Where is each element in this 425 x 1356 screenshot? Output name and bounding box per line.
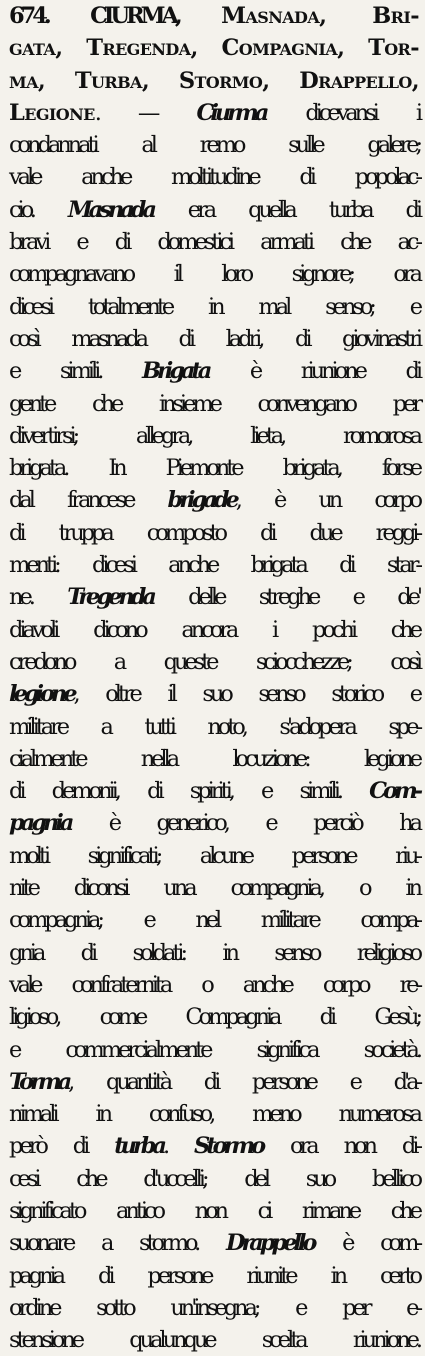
italic-term: turba xyxy=(114,1133,163,1160)
text-line xyxy=(9,743,419,775)
headword: CIURMA, xyxy=(90,3,222,29)
entry-text: bravi e di domestici armati che ac- xyxy=(9,229,419,256)
text-line xyxy=(9,1130,419,1162)
entry-text: , è un corpo xyxy=(235,487,419,514)
entry-text: . xyxy=(162,1133,195,1160)
text-line xyxy=(9,452,419,484)
text-line xyxy=(9,420,419,452)
text-line xyxy=(9,807,419,839)
entry-text: e commercialmente significa società. xyxy=(9,1036,419,1063)
entry-text: cio. xyxy=(9,196,68,223)
entry-text: di truppa composto di due reggi- xyxy=(9,519,419,546)
entry-text: è generico, e perciò ha xyxy=(70,810,419,837)
text-line xyxy=(9,97,419,129)
entry-text: suonare a stormo. xyxy=(9,1230,226,1257)
entry-text: così masnada di ladri, di giovinastri xyxy=(9,325,419,352)
entry-text: è riunione di xyxy=(208,358,419,385)
entry-text: nimali in confuso, meno numerosa xyxy=(9,1101,419,1128)
entry-text: credono a queste sciocchezze; così xyxy=(9,648,419,675)
italic-term: Tregenda xyxy=(67,584,153,611)
text-line xyxy=(9,937,419,969)
entry-text: , oltre il suo senso storico e xyxy=(73,681,419,708)
text-line xyxy=(9,194,419,226)
text-line xyxy=(9,549,419,581)
entry-text: compagnavano il loro signore; ora xyxy=(9,261,419,288)
entry-text: di demonii, di spiriti, e simili. xyxy=(9,778,370,805)
synonym-headword: Masnada, Bri- xyxy=(221,3,419,29)
entry-text: dicevansi i xyxy=(265,99,419,126)
entry-text: brigata. In Piemonte brigata, forse xyxy=(9,455,419,482)
entry-number: 674. xyxy=(9,3,91,29)
entry-text: è com- xyxy=(313,1230,420,1257)
text-line xyxy=(9,65,419,97)
text-line xyxy=(9,323,419,355)
entry-text: significato antico non ci rimane che xyxy=(9,1197,419,1224)
text-line xyxy=(9,226,419,258)
text-line xyxy=(9,388,419,420)
text-line xyxy=(9,872,419,904)
dictionary-entry-674 xyxy=(9,0,419,1356)
entry-text: era quella turba di xyxy=(152,196,419,223)
text-line xyxy=(9,646,419,678)
text-line xyxy=(9,32,419,64)
entry-text: dicesi totalmente in mal senso; e xyxy=(9,293,419,320)
entry-text: menti: dicesi anche brigata di star- xyxy=(9,552,419,579)
text-line xyxy=(9,161,419,193)
synonym-headword: Legione xyxy=(9,99,95,126)
entry-text: però di xyxy=(9,1133,115,1160)
entry-text: condannati al remo sulle galere; xyxy=(9,132,419,159)
italic-term: Ciurma xyxy=(196,99,266,126)
italic-term: Drappello xyxy=(225,1230,314,1257)
entry-text: dal francese xyxy=(9,487,168,514)
text-line xyxy=(9,969,419,1001)
italic-term: Masnada xyxy=(67,196,153,223)
italic-term: Brigata xyxy=(141,358,209,385)
text-line xyxy=(9,355,419,387)
text-line xyxy=(9,904,419,936)
text-line xyxy=(9,614,419,646)
italic-term: Torma xyxy=(9,1068,69,1095)
entry-text: gente che insieme convengano per xyxy=(9,390,419,417)
text-line xyxy=(9,0,419,32)
entry-text: ne. xyxy=(9,584,68,611)
entry-text: cialmente nella locuzione: legione xyxy=(9,745,419,772)
italic-term: brigade xyxy=(167,487,236,514)
italic-term: Stormo xyxy=(194,1133,263,1160)
text-line xyxy=(9,1001,419,1033)
entry-text: nite diconsi una compagnia, o in xyxy=(9,875,419,902)
entry-text: vale confraternita o anche corpo re- xyxy=(9,971,419,998)
entry-text: gnia di soldati: in senso religioso xyxy=(9,939,419,966)
synonym-headword: gata, Tregenda, Compagnia, Tor- xyxy=(9,35,419,62)
text-line xyxy=(9,581,419,613)
text-line xyxy=(9,1098,419,1130)
entry-text: molti significati; alcune persone riu- xyxy=(9,842,419,869)
text-line xyxy=(9,1292,419,1324)
entry-text: diavoli dicono ancora i pochi che xyxy=(9,616,419,643)
text-line xyxy=(9,1163,419,1195)
entry-text: . — xyxy=(94,99,197,126)
text-line xyxy=(9,1034,419,1066)
text-line xyxy=(9,484,419,516)
entry-text: compagnia; e nel militare compa- xyxy=(9,907,419,934)
text-line xyxy=(9,840,419,872)
entry-text: militare a tutti noto, s'adopera spe- xyxy=(9,713,419,740)
entry-text: ora non di- xyxy=(262,1133,419,1160)
text-line xyxy=(9,1195,419,1227)
text-line xyxy=(9,258,419,290)
entry-text: cesi che d'uccelli; del suo bellico xyxy=(9,1165,419,1192)
entry-text: stensione qualunque scelta riunione. xyxy=(9,1327,419,1354)
text-line xyxy=(9,775,419,807)
entry-text: pagnia di persone riunite in certo xyxy=(9,1262,419,1289)
text-line xyxy=(9,678,419,710)
text-line xyxy=(9,517,419,549)
entry-text: divertirsi; allegra, lieta, romorosa xyxy=(9,422,419,449)
entry-text: , quantità di persone e d'a- xyxy=(68,1068,419,1095)
entry-text: ligioso, come Compagnia di Gesù; xyxy=(9,1004,419,1031)
text-line xyxy=(9,1260,419,1292)
entry-text: e simili. xyxy=(9,358,142,385)
text-line xyxy=(9,1227,419,1259)
synonym-headword: ma, Turba, Stormo, Drappello, xyxy=(9,67,419,94)
text-line xyxy=(9,129,419,161)
entry-text: delle streghe e de' xyxy=(152,584,419,611)
text-line xyxy=(9,1324,419,1356)
text-line xyxy=(9,711,419,743)
italic-term: legione xyxy=(9,681,74,708)
text-line xyxy=(9,1066,419,1098)
text-line xyxy=(9,291,419,323)
entry-text: vale anche moltitudine di popolac- xyxy=(9,164,419,191)
entry-text: ordine sotto un'insegna; e per e- xyxy=(9,1294,419,1321)
italic-term: Com- xyxy=(369,778,419,805)
italic-term: pagnia xyxy=(9,810,71,837)
